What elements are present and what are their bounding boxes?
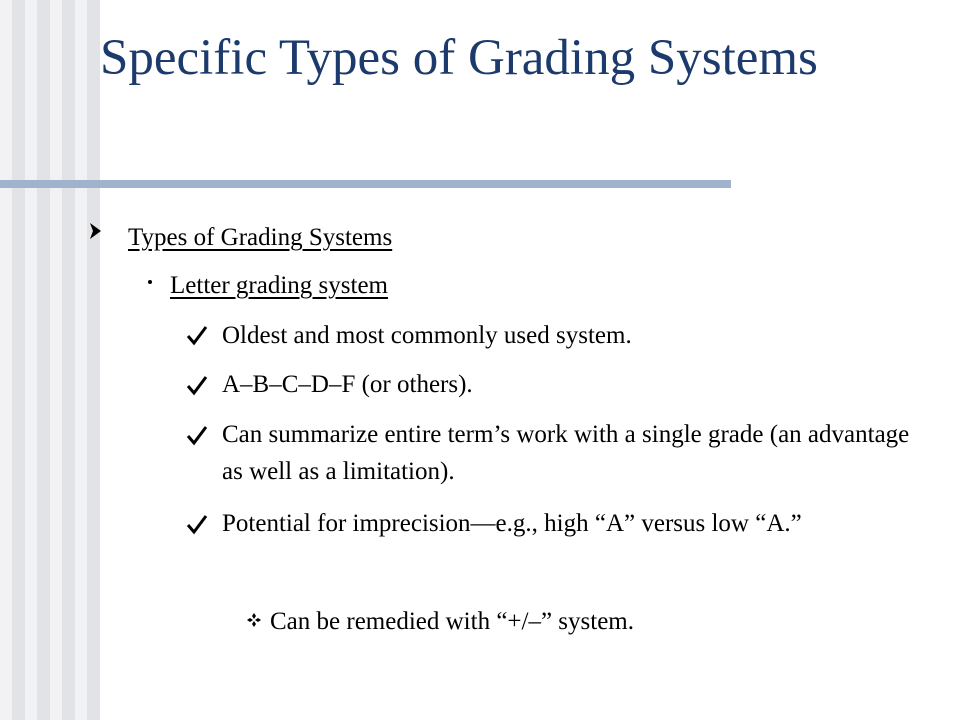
slide-title: Specific Types of Grading Systems (100, 30, 818, 86)
bullet-level1: Types of Grading Systems (128, 224, 393, 251)
title-divider (0, 180, 731, 188)
four-diamond-icon (246, 612, 262, 633)
dot-icon (148, 280, 152, 284)
bullet-level2: Letter grading system (170, 272, 388, 299)
decorative-stripes (0, 0, 100, 720)
check-item-3: Can summarize entire term’s work with a single grade (an advantage as well as a limitation). (222, 421, 910, 485)
arrow-head-icon (89, 222, 103, 245)
check-item-2: A–B–C–D–F (or others). (222, 371, 473, 398)
check-item-4: Potential for imprecision—e.g., high “A” versus low “A.” (222, 510, 802, 537)
checkmark-icon (186, 513, 208, 540)
check-item-1: Oldest and most commonly used system. (222, 322, 632, 349)
checkmark-icon (186, 324, 208, 351)
checkmark-icon (186, 424, 208, 451)
checkmark-icon (186, 374, 208, 401)
bullet-level4: Can be remedied with “+/–” system. (270, 608, 635, 635)
